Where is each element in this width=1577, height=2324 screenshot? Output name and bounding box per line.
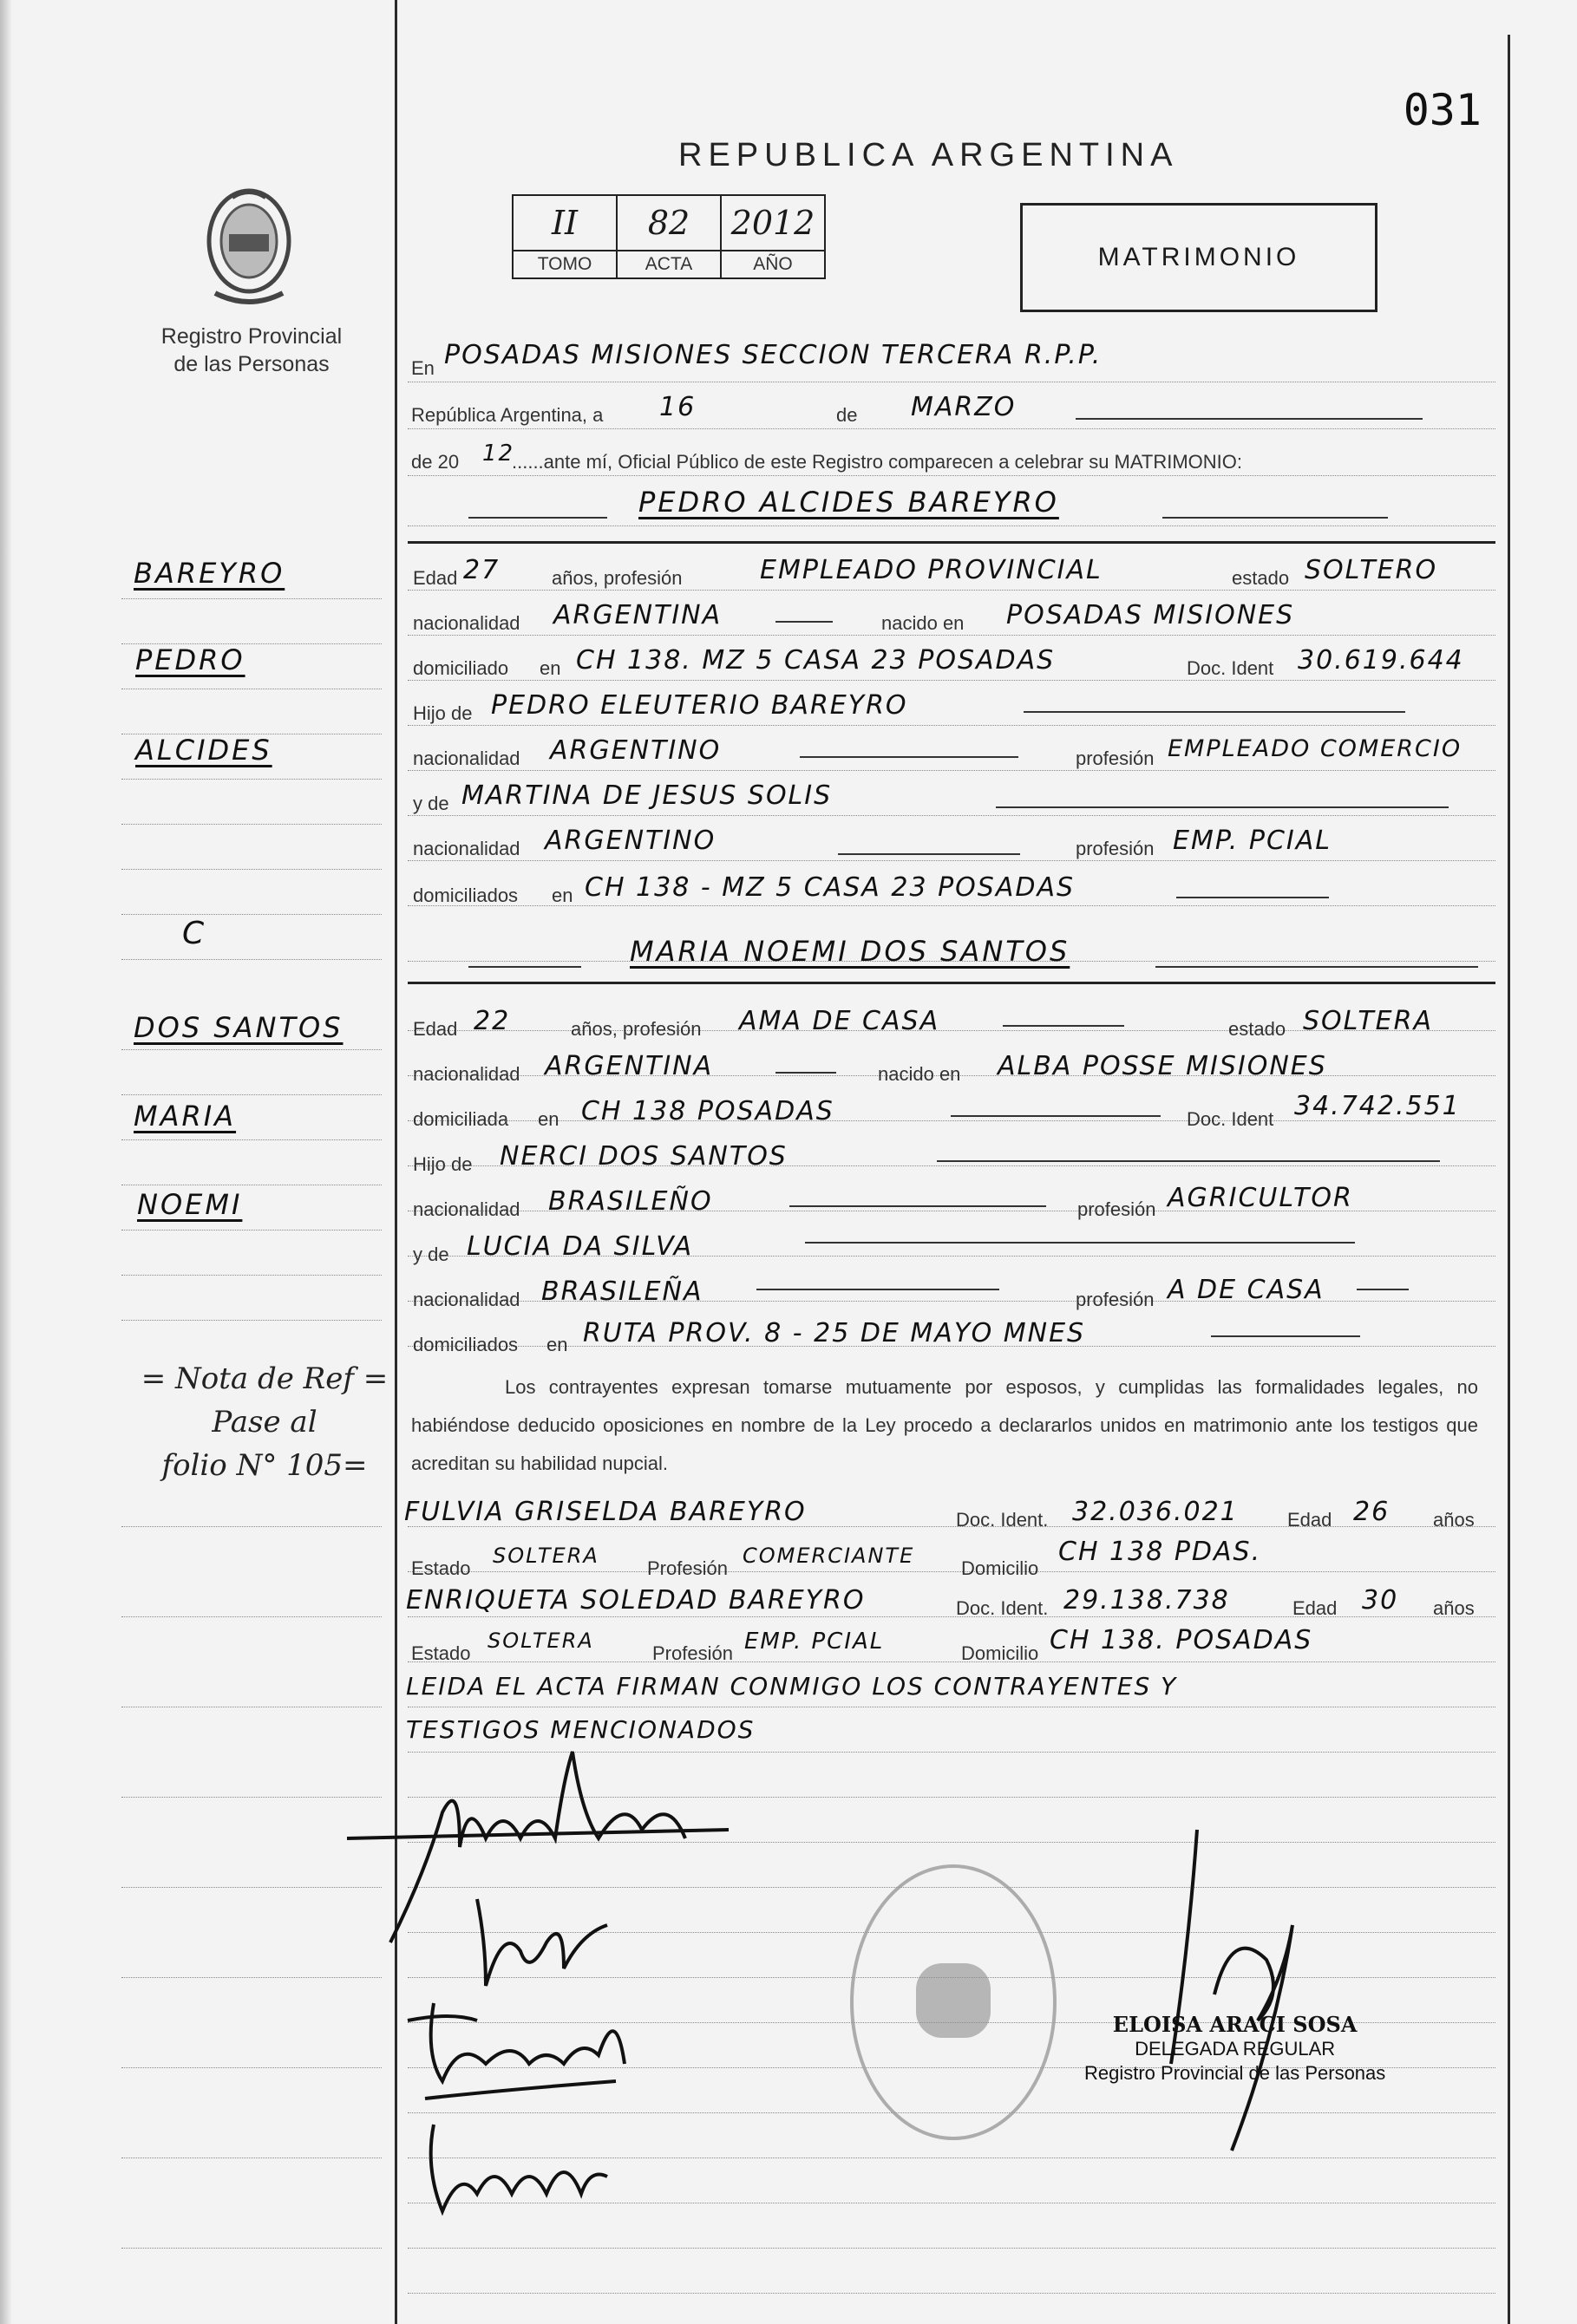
blank-line	[996, 806, 1449, 808]
groom-father-profession: EMPLEADO COMERCIO	[1168, 735, 1462, 762]
blank-line	[775, 621, 833, 623]
margin-ruled-line	[121, 869, 382, 870]
label-profesion: Profesión	[652, 1642, 733, 1664]
groom-address: CH 138. MZ 5 CASA 23 POSADAS	[576, 645, 1056, 676]
label-domiciliado: domiciliado	[413, 657, 509, 679]
label-estado: Estado	[411, 1557, 471, 1579]
label-domiciliada: domiciliada	[413, 1108, 509, 1130]
witness2-name: ENRIQUETA SOLEDAD BAREYRO	[406, 1585, 866, 1616]
label-doc-ident: Doc. Ident.	[956, 1597, 1049, 1619]
bride-nationality: ARGENTINA	[545, 1051, 714, 1081]
ruled-line	[408, 680, 1495, 681]
side-note-line1: = Nota de Ref =	[141, 1361, 389, 1396]
section-separator	[408, 541, 1495, 544]
right-rule	[1508, 35, 1510, 2324]
blank-line	[805, 1242, 1355, 1244]
official-seal-icon	[850, 1864, 1057, 2140]
label-en: en	[538, 1108, 559, 1130]
closing-line-2: TESTIGOS MENCIONADOS	[406, 1715, 756, 1744]
margin-ruled-line	[121, 959, 382, 960]
witness1-status: SOLTERA	[493, 1544, 599, 1568]
blank-line	[951, 1115, 1161, 1117]
ruled-line	[408, 815, 1495, 816]
label-profesion: profesión	[1076, 747, 1155, 769]
bride-age: 22	[474, 1006, 511, 1036]
official-signature-block	[1084, 2012, 1385, 2086]
label-anos-profesion: años, profesión	[552, 567, 683, 589]
registry-name-line2: de las Personas	[173, 352, 330, 376]
bride-birthplace: ALBA POSSE MISIONES	[998, 1051, 1327, 1081]
bride-status: SOLTERA	[1303, 1006, 1433, 1036]
page-number: 031	[1403, 85, 1482, 135]
label-en: en	[546, 1334, 568, 1355]
margin-rule	[395, 0, 397, 2324]
margin-ruled-line	[121, 914, 382, 915]
label-estado: estado	[1228, 1018, 1286, 1040]
label-anos: años	[1433, 1597, 1475, 1619]
body-paragraph: Los contrayentes expresan tomarse mutuamente por esposos, y cumplidas las formalidades legales, no habiéndose deducido oposiciones en nombre de la Ley procedo a declararlos unidos en matrimonio ante los testigos que acreditan su habilidad nupcial.	[411, 1376, 1478, 1474]
witness1-address: CH 138 PDAS.	[1058, 1537, 1262, 1567]
groom-doc: 30.619.644	[1298, 645, 1464, 676]
label-doc-ident: Doc. Ident.	[956, 1509, 1049, 1531]
ruled-line	[408, 475, 1495, 476]
label-anos-profesion: años, profesión	[571, 1018, 702, 1040]
blank-line	[1024, 711, 1405, 713]
bride-profession: AMA DE CASA	[739, 1006, 940, 1036]
bride-name: MARIA NOEMI DOS SANTOS	[630, 935, 1070, 968]
blank-line	[789, 1205, 1046, 1207]
witness2-address: CH 138. POSADAS	[1050, 1625, 1313, 1655]
label-edad: Edad	[1287, 1509, 1332, 1531]
closing-line-1: LEIDA EL ACTA FIRMAN CONMIGO LOS CONTRAYENTES Y	[406, 1672, 1178, 1701]
label-de: de	[836, 404, 858, 426]
binding-edge	[0, 0, 12, 2324]
label-profesion: profesión	[1077, 1198, 1156, 1220]
margin-ruled-line	[121, 1977, 382, 1978]
label-anos: años	[1433, 1509, 1475, 1531]
margin-ruled-line	[121, 1275, 382, 1276]
label-nacionalidad: nacionalidad	[413, 1063, 520, 1085]
place-value: POSADAS MISIONES SECCION TERCERA R.P.P.	[444, 340, 1103, 370]
groom-mother-profession: EMP. PCIAL	[1173, 826, 1332, 856]
groom-age: 27	[463, 555, 501, 585]
witness2-profession: EMP. PCIAL	[744, 1629, 885, 1655]
year-value: 12	[482, 441, 515, 467]
bride-father-profession: AGRICULTOR	[1168, 1183, 1353, 1213]
side-note-line3: folio N° 105=	[161, 1448, 368, 1483]
groom-nationality: ARGENTINA	[553, 600, 723, 630]
label-y-de: y de	[413, 793, 449, 814]
bride-address: CH 138 POSADAS	[581, 1096, 834, 1126]
witness1-age: 26	[1353, 1497, 1391, 1527]
ruled-line	[408, 428, 1495, 429]
country-heading: REPUBLICA ARGENTINA	[678, 137, 1179, 173]
day-value: 16	[659, 392, 697, 422]
label-edad: Edad	[1292, 1597, 1338, 1619]
bride-father: NERCI DOS SANTOS	[500, 1141, 788, 1172]
label-republica: República Argentina, a	[411, 404, 604, 426]
groom-father-nationality: ARGENTINO	[550, 735, 722, 766]
document-type-box: MATRIMONIO	[1020, 203, 1377, 312]
label-nacido-en: nacido en	[881, 612, 965, 634]
label-domiciliados: domiciliados	[413, 1334, 519, 1355]
signature-witness-2-icon	[416, 2116, 625, 2220]
registry-name	[139, 323, 364, 378]
margin-ruled-line	[121, 1094, 382, 1095]
official-title: DELEGADA REGULAR	[1135, 2038, 1336, 2060]
blank-line	[1003, 1025, 1124, 1027]
label-doc-ident: Doc. Ident	[1187, 1108, 1274, 1130]
blank-line	[1176, 897, 1329, 898]
blank-line	[1211, 1335, 1360, 1337]
label-en: en	[540, 657, 561, 679]
signature-official-icon	[1162, 1821, 1301, 2159]
blank-line	[468, 517, 607, 519]
groom-father: PEDRO ELEUTERIO BAREYRO	[491, 690, 908, 721]
blank-line	[1155, 966, 1478, 968]
blank-line	[756, 1289, 999, 1290]
bride-mother-profession: A DE CASA	[1168, 1275, 1325, 1305]
acta-label: ACTA	[617, 251, 721, 278]
margin-ruled-line	[121, 1526, 382, 1527]
margin-ruled-line	[121, 779, 382, 780]
margin-groom-middle: ALCIDES	[135, 734, 272, 767]
label-nacionalidad: nacionalidad	[413, 1198, 520, 1220]
label-nacido-en: nacido en	[878, 1063, 961, 1085]
bride-mother: LUCIA DA SILVA	[467, 1231, 694, 1262]
margin-ruled-line	[121, 1049, 382, 1050]
label-nacionalidad: nacionalidad	[413, 838, 520, 859]
registry-name-line1: Registro Provincial	[160, 324, 343, 349]
label-estado: Estado	[411, 1642, 471, 1664]
groom-name: PEDRO ALCIDES BAREYRO	[638, 486, 1059, 519]
ruled-line	[408, 590, 1495, 591]
margin-bride-surname: DOS SANTOS	[134, 1011, 344, 1044]
label-hijo-de: Hijo de	[413, 1153, 473, 1175]
label-doc-ident: Doc. Ident	[1187, 657, 1274, 679]
reference-table	[512, 194, 826, 279]
label-domiciliados: domiciliados	[413, 885, 519, 906]
label-profesion: profesión	[1076, 1289, 1155, 1310]
witness1-name: FULVIA GRISELDA BAREYRO	[404, 1497, 807, 1527]
groom-status: SOLTERO	[1305, 555, 1438, 585]
label-nacionalidad: nacionalidad	[413, 1289, 520, 1310]
groom-mother-nationality: ARGENTINO	[545, 826, 717, 856]
blank-line	[1076, 418, 1423, 420]
margin-bride-middle: NOEMI	[137, 1188, 243, 1221]
side-note	[121, 1357, 408, 1487]
side-note-line2: Pase al	[212, 1405, 317, 1439]
blank-line	[937, 1160, 1440, 1162]
label-estado: estado	[1232, 567, 1290, 589]
witness2-status: SOLTERA	[487, 1629, 594, 1653]
provincial-crest-icon	[198, 180, 300, 309]
blank-line	[468, 966, 581, 968]
ruled-line	[408, 725, 1495, 726]
label-en: En	[411, 357, 435, 379]
groom-profession: EMPLEADO PROVINCIAL	[760, 555, 1103, 585]
margin-ruled-line	[121, 598, 382, 599]
tomo-value: II	[513, 195, 617, 251]
margin-groom-first: PEDRO	[135, 643, 245, 676]
acta-value: 82	[617, 195, 721, 251]
official-registry: Registro Provincial de las Personas	[1084, 2062, 1386, 2084]
margin-bride-first: MARIA	[134, 1100, 237, 1133]
label-ante-mi: ......ante mí, Oficial Público de este Registro comparecen a celebrar su MATRIMONIO:	[512, 451, 1243, 473]
bride-mother-nationality: BRASILEÑA	[541, 1276, 703, 1307]
margin-ruled-line	[121, 1320, 382, 1321]
label-profesion: Profesión	[647, 1557, 728, 1579]
section-separator	[408, 982, 1495, 984]
ano-value: 2012	[721, 195, 825, 251]
label-nacionalidad: nacionalidad	[413, 747, 520, 769]
margin-ruled-line	[121, 2248, 382, 2249]
margin-ruled-line	[121, 1616, 382, 1617]
label-en: en	[552, 885, 573, 906]
groom-mother: MARTINA DE JESUS SOLIS	[461, 780, 833, 811]
witness1-doc: 32.036.021	[1072, 1497, 1239, 1527]
ano-label: AÑO	[721, 251, 825, 278]
label-de-20: de 20	[411, 451, 460, 473]
bride-father-nationality: BRASILEÑO	[548, 1186, 713, 1217]
label-profesion: profesión	[1076, 838, 1155, 859]
blank-line	[1162, 517, 1388, 519]
ruled-line	[408, 1661, 1495, 1662]
ruled-line	[408, 2248, 1495, 2249]
bride-parents-address: RUTA PROV. 8 - 25 DE MAYO MNES	[583, 1318, 1086, 1348]
label-y-de: y de	[413, 1244, 449, 1265]
margin-ruled-line	[121, 1139, 382, 1140]
blank-line	[800, 756, 1018, 758]
witness1-profession: COMERCIANTE	[743, 1544, 915, 1568]
blank-line	[838, 853, 1020, 855]
label-nacionalidad: nacionalidad	[413, 612, 520, 634]
month-value: MARZO	[911, 392, 1017, 422]
blank-line	[775, 1072, 836, 1074]
ruled-line	[408, 2293, 1495, 2294]
witness2-age: 30	[1362, 1585, 1399, 1616]
label-domicilio: Domicilio	[961, 1557, 1039, 1579]
label-hijo-de: Hijo de	[413, 702, 473, 724]
label-edad: Edad	[413, 567, 458, 589]
label-domicilio: Domicilio	[961, 1642, 1039, 1664]
ruled-line	[408, 635, 1495, 636]
label-edad: Edad	[413, 1018, 458, 1040]
margin-ruled-line	[121, 824, 382, 825]
signature-bride-icon	[399, 1986, 642, 2107]
witness2-doc: 29.138.738	[1063, 1585, 1230, 1616]
margin-connector: C	[182, 916, 206, 951]
margin-groom-surname: BAREYRO	[134, 557, 285, 590]
ruled-line	[408, 770, 1495, 771]
ruled-line	[408, 1571, 1495, 1572]
ruled-line	[408, 860, 1495, 861]
groom-parents-address: CH 138 - MZ 5 CASA 23 POSADAS	[585, 872, 1076, 903]
bride-doc: 34.742.551	[1294, 1091, 1461, 1121]
official-name: ELOISA ARACI SOSA	[1112, 2012, 1358, 2037]
blank-line	[1357, 1289, 1409, 1290]
groom-birthplace: POSADAS MISIONES	[1006, 600, 1295, 630]
tomo-label: TOMO	[513, 251, 617, 278]
margin-ruled-line	[121, 2067, 382, 2068]
margin-ruled-line	[121, 1230, 382, 1231]
